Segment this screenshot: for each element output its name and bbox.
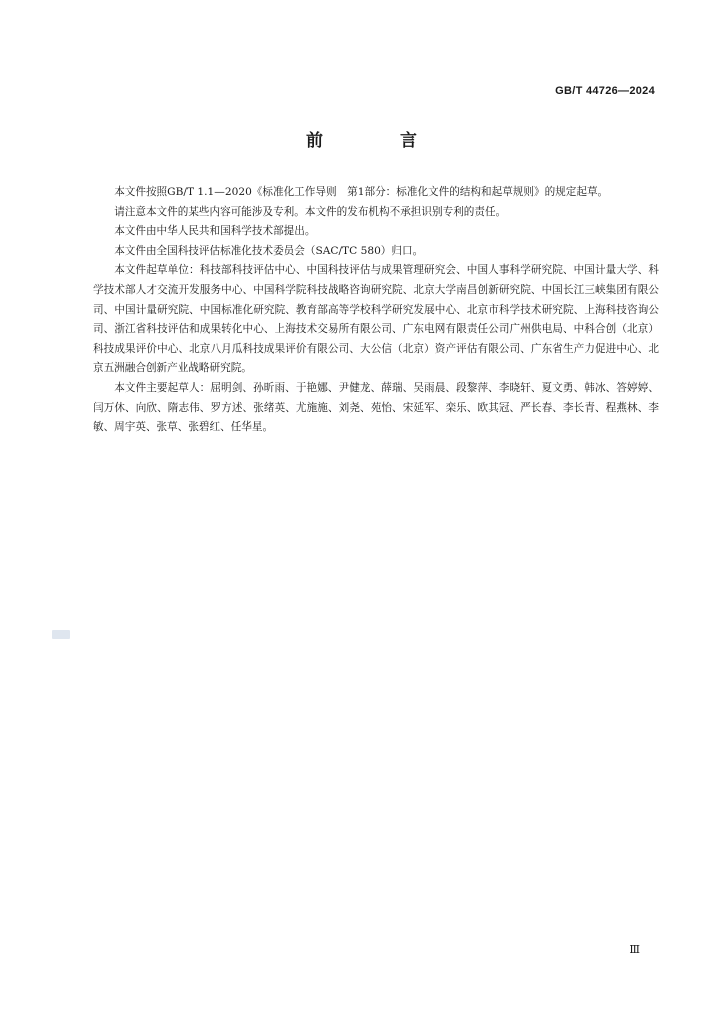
- paragraph-proposer: 本文件由中华人民共和国科学技术部提出。: [114, 225, 316, 238]
- paragraph-patent-notice: 请注意本文件的某些内容可能涉及专利。本文件的发布机构不承担识别专利的责任。: [114, 205, 507, 218]
- foreword-body: [93, 183, 659, 438]
- page-number: Ⅲ: [629, 943, 641, 956]
- watermark-mark: [52, 630, 70, 639]
- paragraph-drafting-rules: 本文件按照GB/T 1.1—2020《标准化工作导则 第1部分：标准化文件的结构和起草规则》的规定起草。: [114, 186, 609, 198]
- page-title: 前 言: [306, 131, 447, 151]
- paragraph-committee: 本文件由全国科技评估标准化技术委员会（SAC/TC 580）归口。: [114, 244, 424, 257]
- paragraph-drafters: 本文件主要起草人：屈明剑、孙昕雨、于艳娜、尹健龙、薛瑞、吴雨晨、段黎萍、李晓轩、夏文勇、韩冰、答婷婷、闫万休、向欣、隋志伟、罗方述、张绪英、尤施施、刘尧、苑怡、宋延军、栾乐、欧其冠、严长春、李长青、程燕林、李敏、周宇英、张草、张碧红、任华星。: [93, 381, 659, 434]
- paragraph-drafting-units: 本文件起草单位：科技部科技评估中心、中国科技评估与成果管理研究会、中国人事科学研究院、中国计量大学、科学技术部人才交流开发服务中心、中国科学院科技战略咨询研究院、北京大学南昌创新研究院、中国长江三峡集团有限公司、中国计量研究院、中国标准化研究院、教育部高等学校科学研究发展中心、北京市科学技术研究院、上海科技咨询公司、浙江省科技评估和成果转化中心、上海技术交易所有限公司、广东电网有限责任公司广州供电局、中科合创（北京）科技成果评价中心、北京八月瓜科技成果评价有限公司、大公信（北京）资产评估有限公司、广东省生产力促进中心、北京五洲融合创新产业战略研究院。: [93, 264, 659, 375]
- standard-code: GB/T 44726—2024: [555, 85, 655, 97]
